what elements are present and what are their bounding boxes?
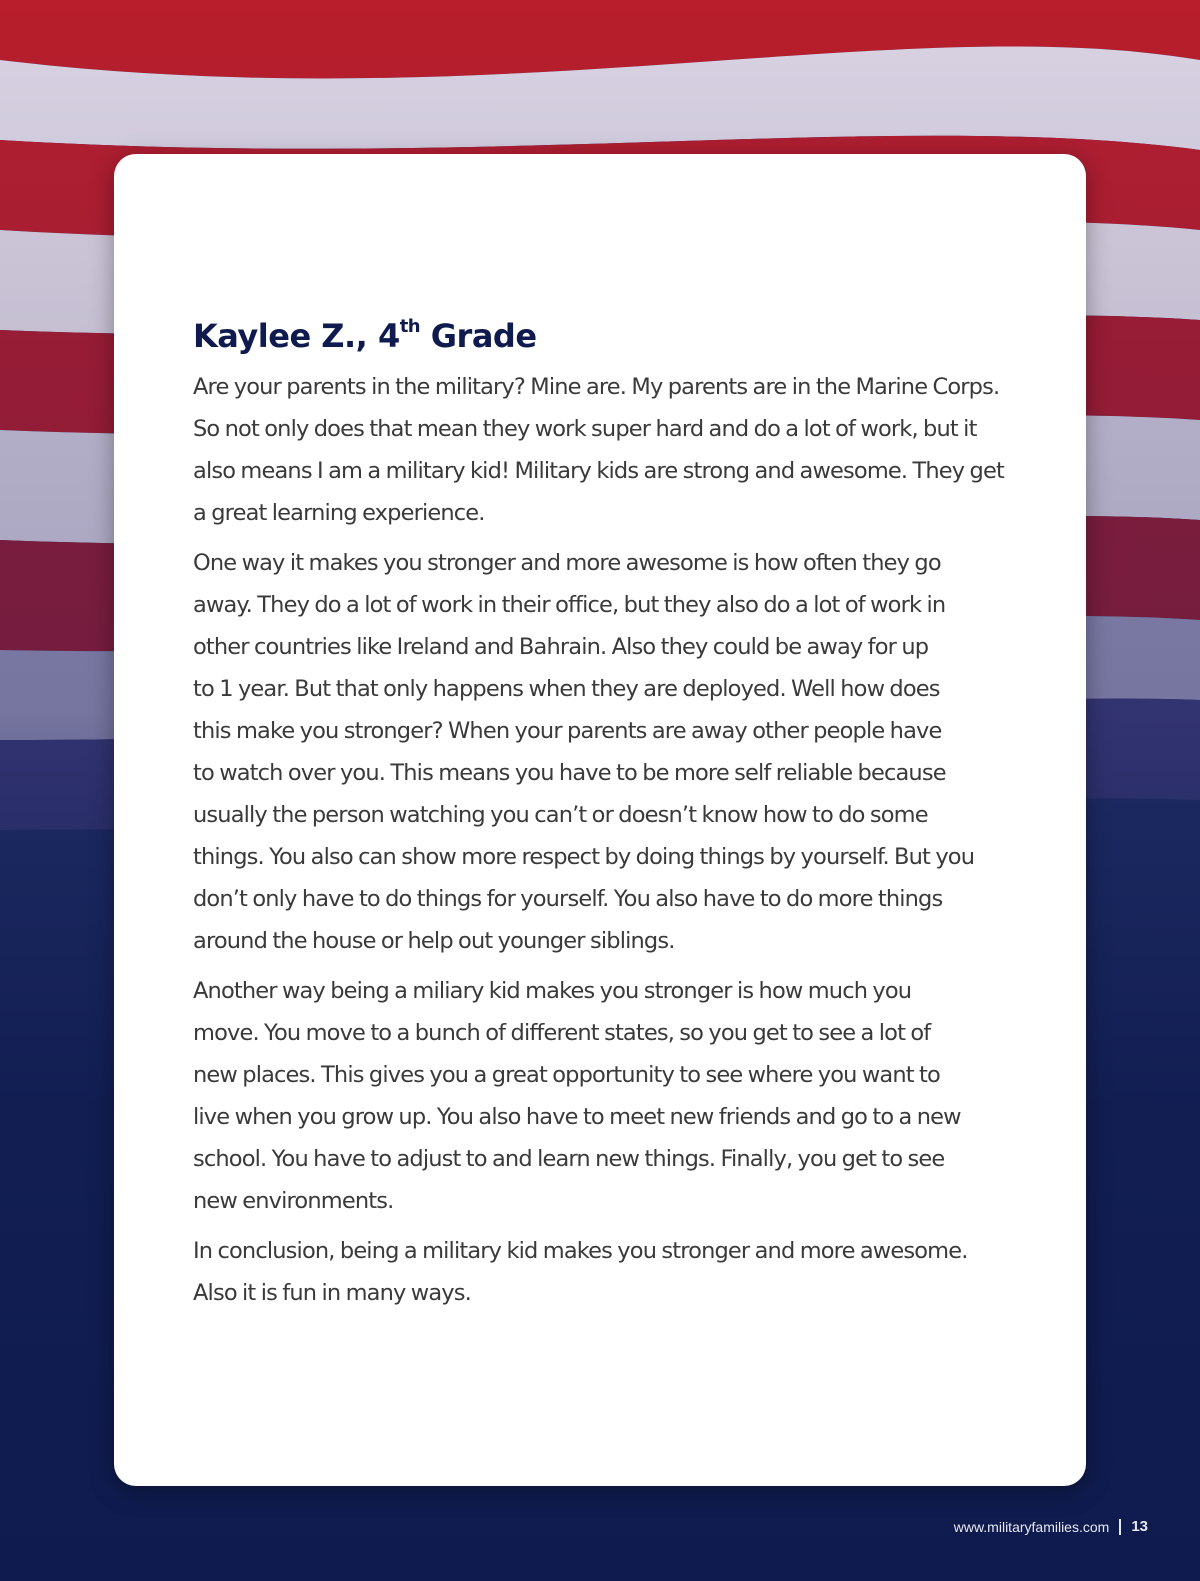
essay-content: [193, 316, 1038, 1322]
essay-paragraph-4: In conclusion, being a military kid makes you stronger and more awesome. Also it is fun in many ways.: [193, 1238, 968, 1306]
essay-paragraph-3: Another way being a miliary kid makes you stronger is how much you move. You move to a bunch of different states, so you get to see a lot of new places. This gives you a great opportunity to see where you want to live when you grow up. You also have to meet new friends and go to a new school. You have to adjust to and learn new things. Finally, you get to see new environments.: [193, 978, 961, 1214]
footer-divider: [1119, 1519, 1121, 1535]
essay-card: [114, 154, 1086, 1486]
grade-ordinal-suffix: th: [399, 316, 421, 338]
page-footer: [954, 1516, 1148, 1538]
page-number: 13: [1131, 1518, 1148, 1535]
author-name: Kaylee Z., 4: [193, 317, 400, 355]
essay-paragraph-2: One way it makes you stronger and more awesome is how often they go away. They do a lot of work in their office, but they also do a lot of work in other countries like Ireland and Bahrain. Also they could be away for up to 1 year. But that only happens when they are deployed. Well how does this make you stronger? When your parents are away other people have to watch over you. This means you have to be more self reliable because usually the person watching you can’t or doesn’t know how to do some things. You also can show more respect by doing things by yourself. But you don’t only have to do things for yourself. You also have to do more things around the house or help out younger siblings.: [193, 550, 975, 954]
essay-title: [193, 316, 1038, 356]
essay-paragraph-1: Are your parents in the military? Mine are. My parents are in the Marine Corps. So not only does that mean they work super hard and do a lot of work, but it also means I am a military kid! Military kids are strong and awesome. They get a great learning experience.: [193, 374, 1004, 526]
grade-label: Grade: [420, 317, 537, 355]
website-link[interactable]: www.militaryfamilies.com: [953, 1519, 1110, 1535]
